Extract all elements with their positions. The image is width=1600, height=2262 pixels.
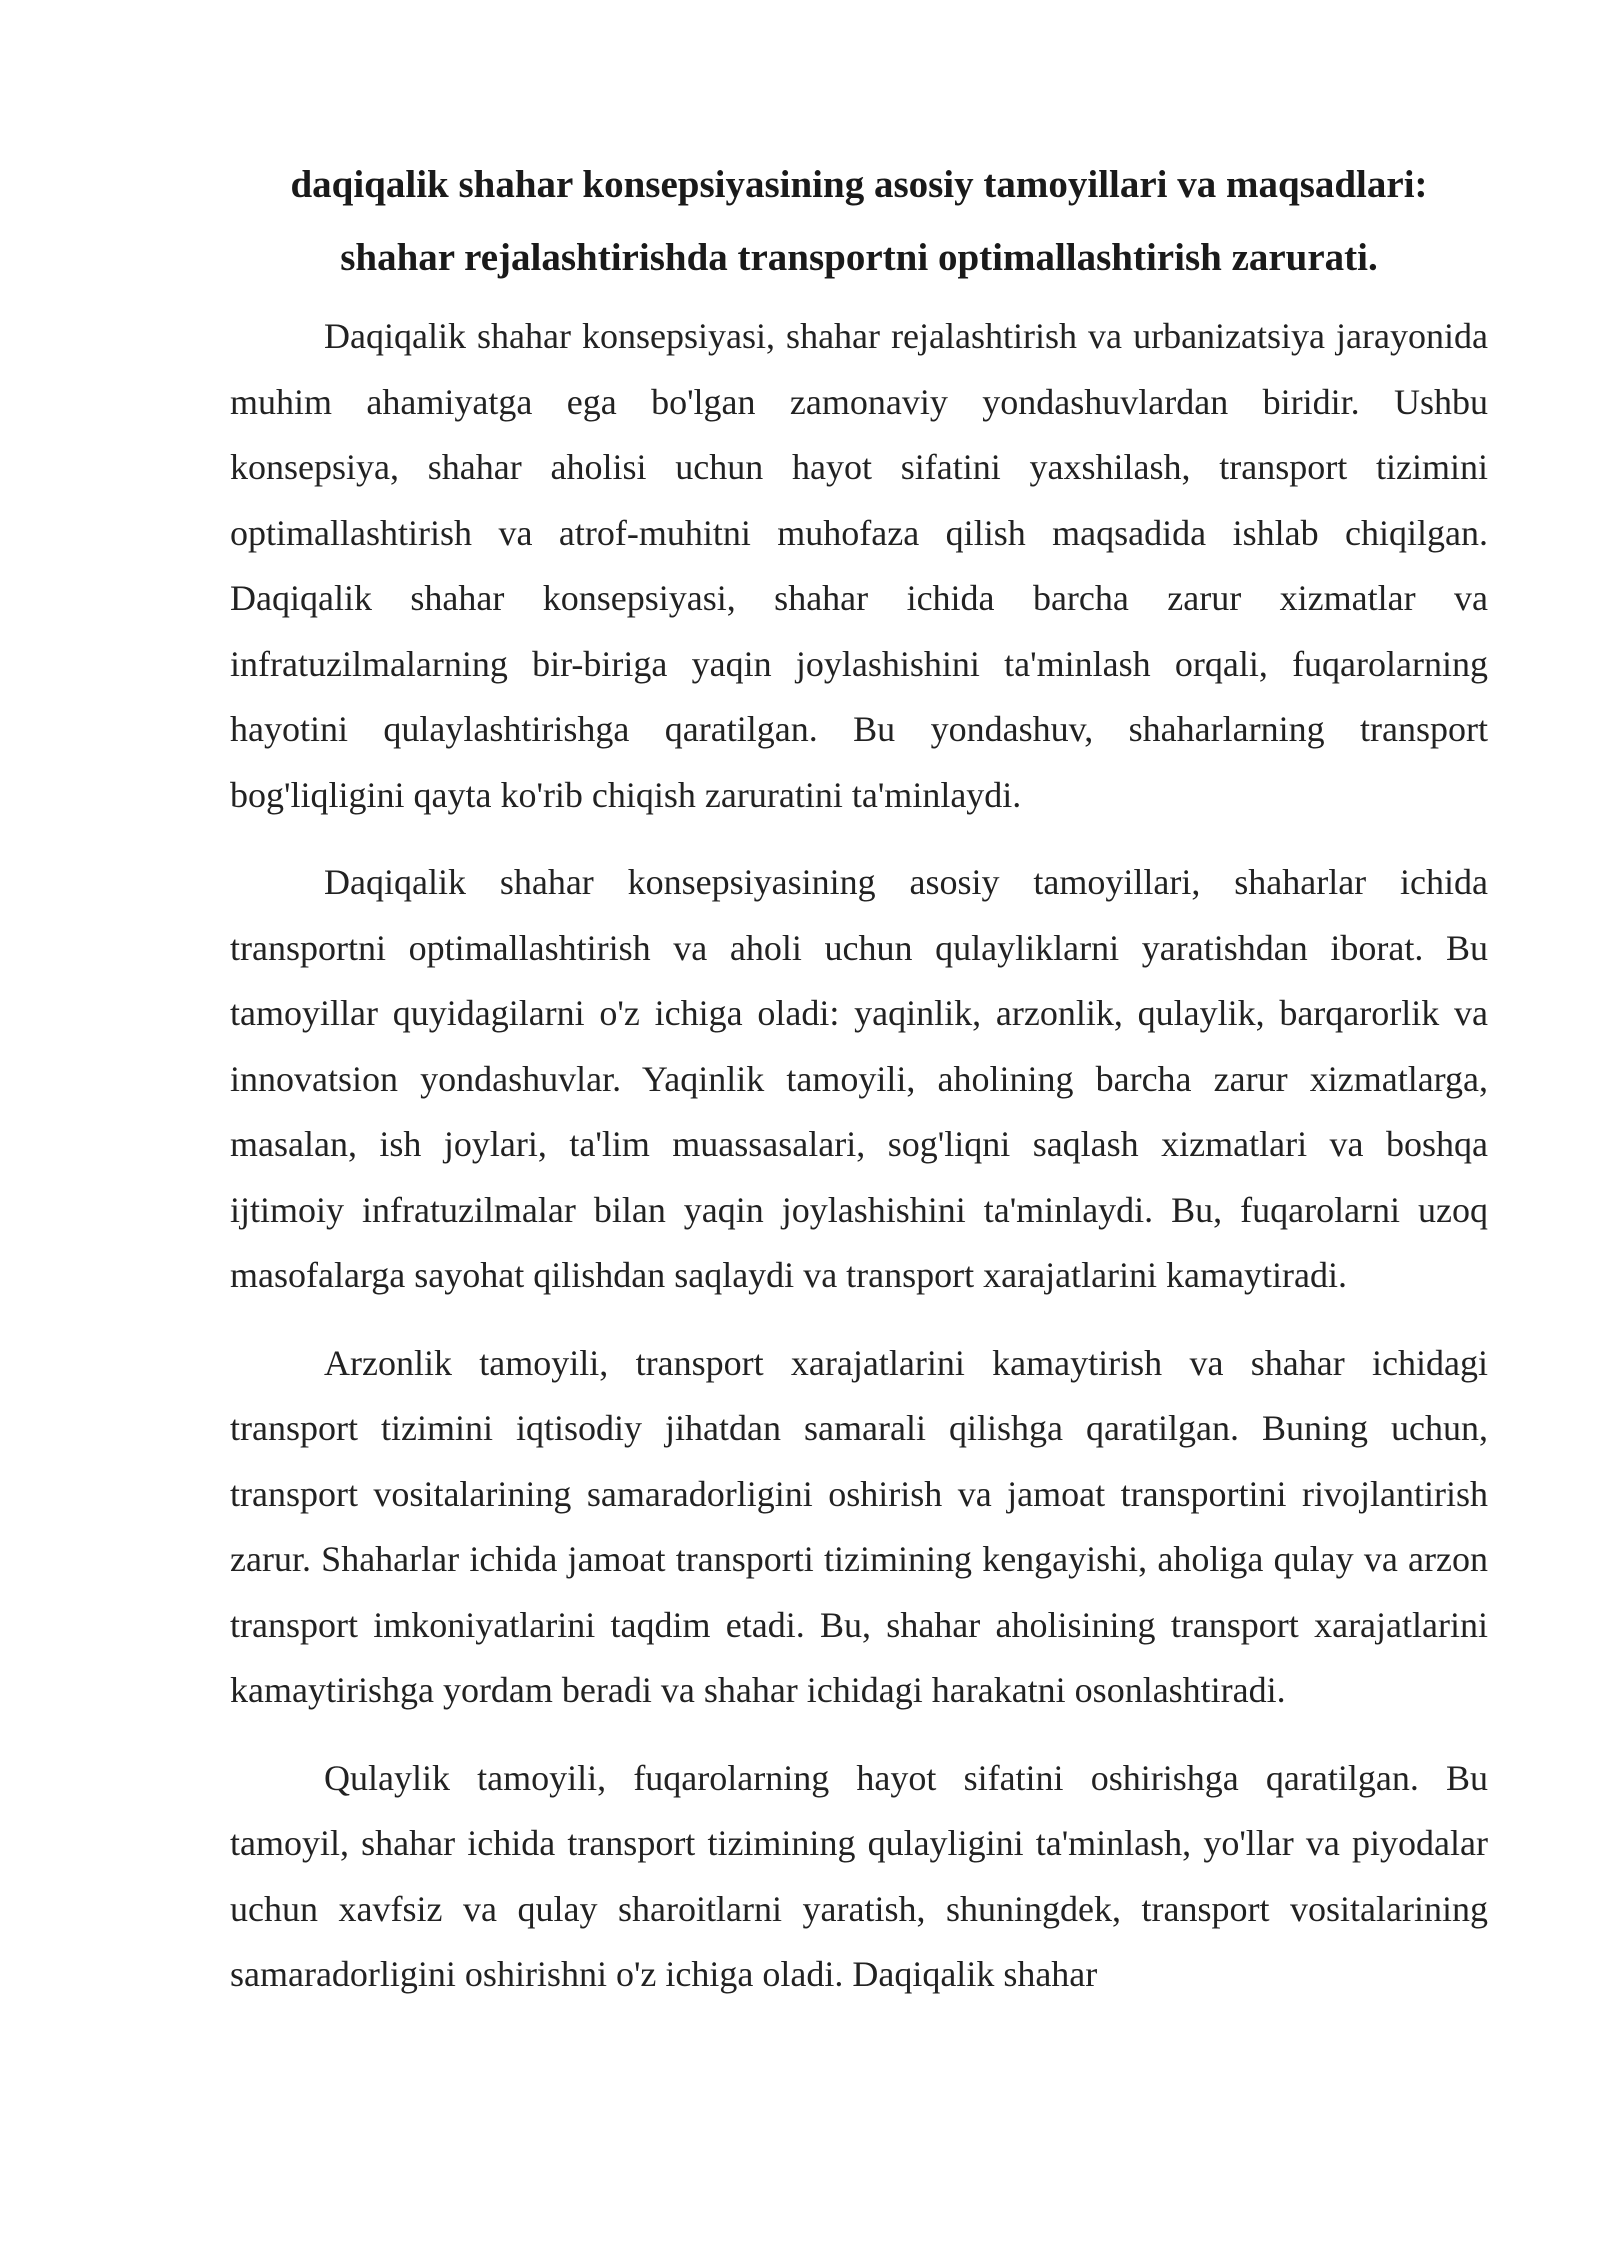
document-title: daqiqalik shahar konsepsiyasining asosiy tamoyillari va maqsadlari: shahar rejalashtirishda transportni optimallashtirish zarurati. <box>290 163 1428 279</box>
paragraph-4: Qulaylik tamoyili, fuqarolarning hayot sifatini oshirishga qaratilgan. Bu tamoyil, shahar ichida transport tizimining qulayligini ta'minlash, yo'llar va piyodalar uchun xavfsiz va qulay sharoitlarni yaratish, shuningdek, transport vositalarining samaradorligini oshirishni o'z ichiga oladi. Daqiqalik shahar <box>230 1757 1488 1994</box>
paragraph-2: Daqiqalik shahar konsepsiyasining asosiy tamoyillari, shaharlar ichida transportni optimallashtirish va aholi uchun qulayliklarni yaratishdan iborat. Bu tamoyillar quyidagilarni o'z ichiga oladi: yaqinlik, arzonlik, qulaylik, barqarorlik va innovatsion yondashuvlar. Yaqinlik tamoyili, aholining barcha zarur xizmatlarga, masalan, ish joylari, ta'lim muassasalari, sog'liqni saqlash xizmatlari va boshqa ijtimoiy infratuzilmalar bilan yaqin joylashishini ta'minlaydi. Bu, fuqarolarni uzoq masofalarga sayohat qilishdan saqlaydi va transport xarajatlarini kamaytiradi. <box>230 862 1488 1295</box>
paragraph-3: Arzonlik tamoyili, transport xarajatlarini kamaytirish va shahar ichidagi transport tizimini iqtisodiy jihatdan samarali qilishga qaratilgan. Buning uchun, transport vositalarining samaradorligini oshirish va jamoat transportini rivojlantirish zarur. Shaharlar ichida jamoat transporti tizimining kengayishi, aholiga qulay va arzon transport imkoniyatlarini taqdim etadi. Bu, shahar aholisining transport xarajatlarini kamaytirishga yordam beradi va shahar ichidagi harakatni osonlashtiradi. <box>230 1342 1488 1710</box>
document-body <box>230 148 1488 2030</box>
paragraph-1: Daqiqalik shahar konsepsiyasi, shahar rejalashtirish va urbanizatsiya jarayonida muhim ahamiyatga ega bo'lgan zamonaviy yondashuvlardan biridir. Ushbu konsepsiya, shahar aholisi uchun hayot sifatini yaxshilash, transport tizimini optimallashtirish va atrof-muhitni muhofaza qilish maqsadida ishlab chiqilgan. Daqiqalik shahar konsepsiyasi, shahar ichida barcha zarur xizmatlar va infratuzilmalarning bir-biriga yaqin joylashishini ta'minlash orqali, fuqarolarning hayotini qulaylashtirishga qaratilgan. Bu yondashuv, shaharlarning transport bog'liqligini qayta ko'rib chiqish zaruratini ta'minlaydi. <box>230 316 1488 815</box>
